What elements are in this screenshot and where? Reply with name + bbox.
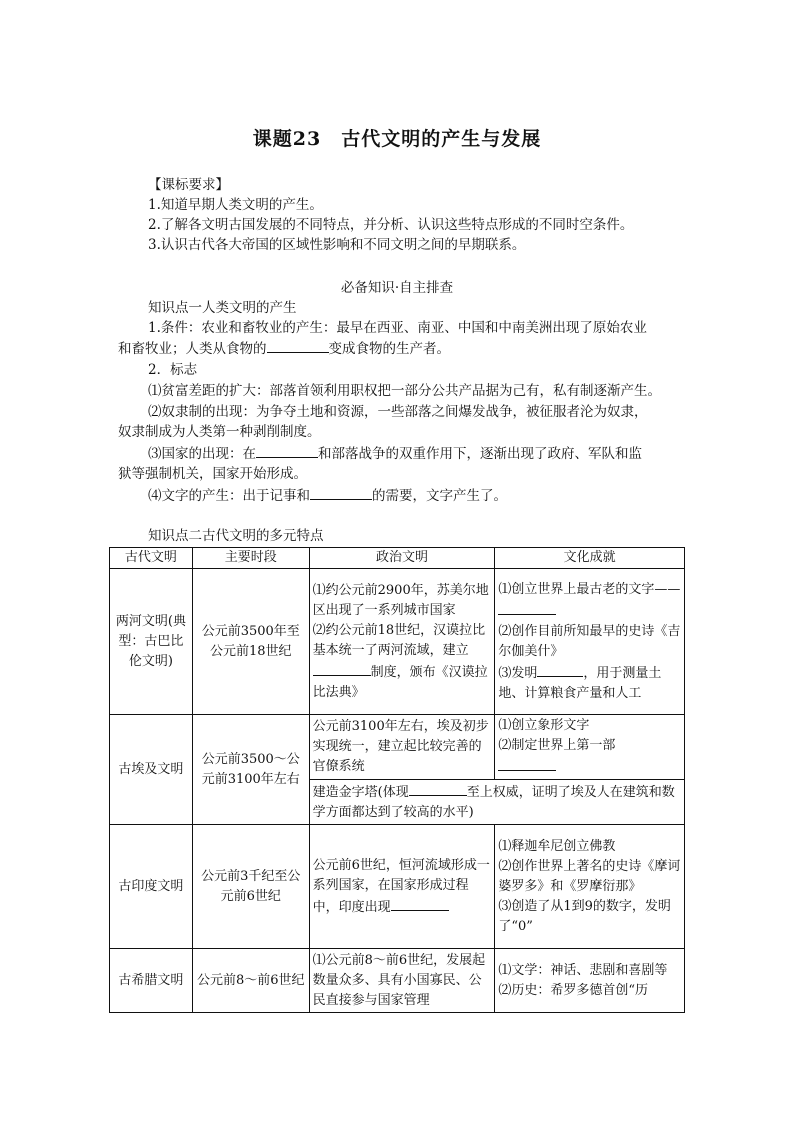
table-row bbox=[110, 949, 685, 1013]
civ-period: 公元前3500年至公元前18世纪 bbox=[192, 569, 309, 715]
kp1-condition-text: 1.条件：农业和畜牧业的产生：最早在西亚、南亚、中国和中南美洲出现了原始农业和畜牧业；人类从食物的 bbox=[118, 320, 647, 357]
civ-period: 公元前8～前6世纪 bbox=[192, 949, 309, 1013]
civ-name: 古印度文明 bbox=[110, 825, 193, 949]
politics-text: 制度，颁布《汉谟拉比法典》 bbox=[312, 664, 488, 700]
fill-blank bbox=[313, 661, 371, 676]
table-row bbox=[110, 715, 685, 780]
table-row bbox=[110, 825, 685, 949]
header-period: 主要时段 bbox=[192, 548, 309, 569]
culture-text: ，用于测量土地、计算粮食产量和人工 bbox=[498, 665, 662, 701]
kp1-heading: 知识点一人类文明的产生 bbox=[148, 300, 297, 316]
fill-blank bbox=[498, 756, 556, 771]
requirements-heading: 【课标要求】 bbox=[148, 177, 229, 193]
politics-text: 公元前6世纪，恒河流域形成一系列国家，在国家形成过程中，印度出现 bbox=[312, 857, 490, 915]
culture-text: ⑵创作世界上著名的史诗《摩诃婆罗多》和《罗摩衍那》 bbox=[498, 858, 681, 894]
civ-period: 公元前3千纪至公元前6世纪 bbox=[192, 825, 309, 949]
kp1-condition bbox=[118, 318, 648, 359]
kp1-sign-3-text-end: 和部落战争的双重作用下，逐渐出现了政府、军队和监狱等强制机关，国家开始形成。 bbox=[118, 446, 642, 482]
header-civilization: 古代文明 bbox=[110, 548, 193, 569]
fill-blank bbox=[391, 896, 449, 911]
civ-culture bbox=[495, 715, 685, 780]
civ-culture bbox=[495, 949, 685, 1013]
kp1-sign-2: ⑵奴隶制的出现：为争夺土地和资源，一些部落之间爆发战争，被征服者沦为奴隶，奴隶制成为人类第一种剥削制度。 bbox=[118, 404, 648, 440]
civ-culture bbox=[495, 825, 685, 949]
fill-blank bbox=[537, 662, 583, 677]
culture-text: ⑶创造了从1到9的数字，发明了“0” bbox=[498, 898, 671, 934]
culture-text: ⑵创作目前所知最早的史诗《吉尔伽美什》 bbox=[498, 623, 681, 659]
civ-name: 两河文明(典型：古巴比伦文明) bbox=[110, 569, 193, 715]
civ-politics: ⑴公元前8～前6世纪，发展起数量众多、具有小国寡民、公民直接参与国家管理 bbox=[309, 949, 495, 1013]
fill-blank bbox=[409, 781, 467, 796]
civ-period: 公元前3500～公元前3100年左右 bbox=[192, 715, 309, 825]
culture-text: ⑴文学：神话、悲剧和喜剧等 bbox=[498, 962, 668, 978]
table-row bbox=[110, 569, 685, 715]
civ-politics bbox=[309, 569, 495, 715]
civilization-table bbox=[109, 547, 685, 1013]
politics-text: ⑵约公元前18世纪，汉谟拉比基本统一了两河流域，建立 bbox=[312, 622, 486, 658]
kp1-sign-heading: 2．标志 bbox=[148, 362, 198, 378]
kp1-sign-3-text: ⑶国家的出现：在 bbox=[148, 446, 256, 462]
kp1-sign-4 bbox=[148, 485, 507, 506]
fill-blank bbox=[267, 338, 329, 353]
fill-blank bbox=[310, 485, 372, 500]
page-title: 课题23 古代文明的产生与发展 bbox=[252, 128, 542, 150]
kp2-heading: 知识点二古代文明的多元特点 bbox=[148, 528, 324, 544]
culture-text: ⑶发明 bbox=[498, 665, 538, 681]
table-header-row bbox=[110, 548, 685, 569]
politics-text: ⑴约公元前2900年，苏美尔地区出现了一系列城市国家 bbox=[312, 582, 489, 618]
fill-blank bbox=[256, 443, 318, 458]
civ-politics: 公元前3100年左右，埃及初步实现统一，建立起比较完善的官僚系统 bbox=[309, 715, 495, 780]
kp1-sign-4-text-end: 的需要，文字产生了。 bbox=[372, 488, 507, 504]
kp1-sign-3 bbox=[118, 443, 648, 484]
section-title: 必备知识·自主排查 bbox=[340, 280, 454, 296]
pyramid-text: 建造金字塔(体现 bbox=[312, 785, 409, 800]
fill-blank bbox=[498, 600, 556, 615]
kp1-sign-4-text: ⑷文字的产生：出于记事和 bbox=[148, 488, 310, 504]
culture-text: ⑴释迦牟尼创立佛教 bbox=[498, 838, 616, 854]
kp1-condition-text-end: 变成食物的生产者。 bbox=[328, 341, 450, 357]
culture-text: ⑵制定世界上第一部 bbox=[498, 738, 616, 753]
civ-name: 古埃及文明 bbox=[110, 715, 193, 825]
kp1-sign-1: ⑴贫富差距的扩大：部落首领利用职权把一部分公共产品据为己有，私有制逐渐产生。 bbox=[148, 383, 661, 399]
culture-text: ⑴创立世界上最古老的文字—— bbox=[498, 581, 681, 597]
civ-culture bbox=[495, 569, 685, 715]
pyramid-note bbox=[309, 780, 684, 825]
pyramid-text: 至上权威，证明了埃及人在建筑和数学方面都达到了较高的水平) bbox=[312, 785, 675, 820]
header-culture: 文化成就 bbox=[495, 548, 685, 569]
requirement-item: 1.知道早期人类文明的产生。 bbox=[148, 197, 323, 213]
requirement-item: 2.了解各文明古国发展的不同特点，并分析、认识这些特点形成的不同时空条件。 bbox=[148, 217, 634, 233]
civ-name: 古希腊文明 bbox=[110, 949, 193, 1013]
header-politics: 政治文明 bbox=[309, 548, 495, 569]
requirement-item: 3.认识古代各大帝国的区域性影响和不同文明之间的早期联系。 bbox=[148, 237, 526, 253]
culture-text: ⑴创立象形文字 bbox=[498, 718, 590, 733]
culture-text: ⑵历史：希罗多德首创“历 bbox=[498, 982, 648, 998]
civ-politics bbox=[309, 825, 495, 949]
